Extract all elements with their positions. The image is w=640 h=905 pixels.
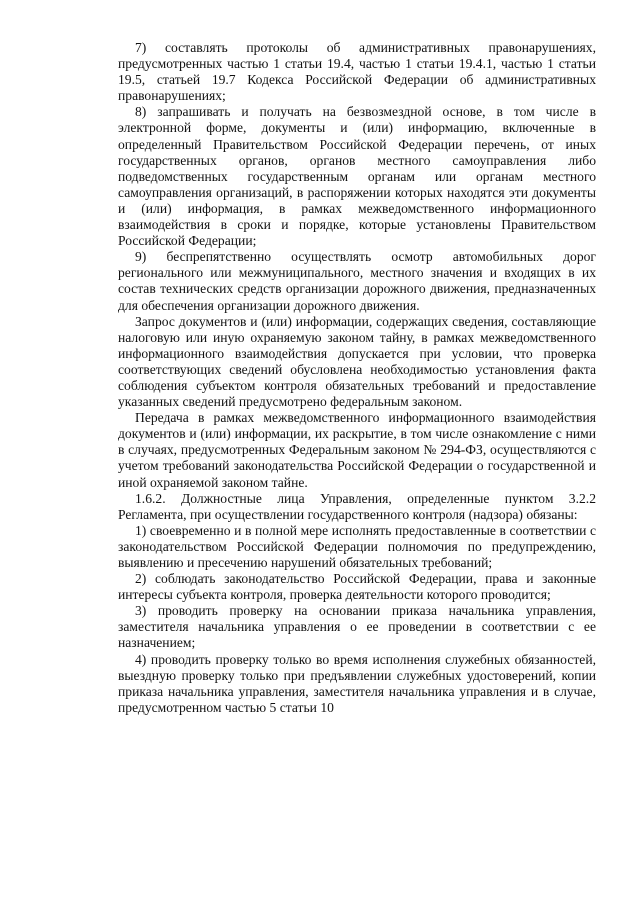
paragraph-item-8: 8) запрашивать и получать на безвозмездной основе, в том числе в электронной форме, документы и (или) информацию, включенные в определенный Правительством Российской Федерации перечень, от иных государственных органов, органов местного самоуправления либо подведомственных государственным органам или органам местного самоуправления организаций, в распоряжении которых находятся эти документы и (или) информация, в рамках межведомственного информационного взаимодействия в сроки и порядке, которые установлены Правительством Российской Федерации; <box>118 104 596 249</box>
paragraph-duty-4: 4) проводить проверку только во время исполнения служебных обязанностей, выездную проверку только при предъявлении служебных удостоверений, копии приказа начальника управления, заместителя начальника управления и в случае, предусмотренном частью 5 статьи 10 <box>118 651 596 715</box>
paragraph-transfer-documents: Передача в рамках межведомственного информационного взаимодействия документов и (или) информации, их раскрытие, в том числе ознакомление с ними в случаях, предусмотренных Федеральным законом № 294-ФЗ, осуществляются с учетом требований законодательства Российской Федерации о государственной и иной охраняемой законом тайне. <box>118 410 596 490</box>
paragraph-item-7: 7) составлять протоколы об административных правонарушениях, предусмотренных частью 1 статьи 19.4, частью 1 статьи 19.4.1, частью 1 статьи 19.5, статьей 19.7 Кодекса Российской Федерации об административных правонарушениях; <box>118 40 596 104</box>
paragraph-duty-1: 1) своевременно и в полной мере исполнять предоставленные в соответствии с законодательством Российской Федерации полномочия по предупреждению, выявлению и пресечению нарушений обязательных требований; <box>118 522 596 570</box>
paragraph-duty-2: 2) соблюдать законодательство Российской Федерации, права и законные интересы субъекта контроля, проверка деятельности которого проводится; <box>118 571 596 603</box>
paragraph-duty-3: 3) проводить проверку на основании приказа начальника управления, заместителя начальника управления о ее проведении в соответствии с ее назначением; <box>118 603 596 651</box>
paragraph-request-documents: Запрос документов и (или) информации, содержащих сведения, составляющие налоговую или иную охраняемую законом тайну, в рамках межведомственного информационного взаимодействия допускается при условии, что проверка соответствующих сведений обусловлена необходимостью установления факта соблюдения субъектом контроля обязательных требований и предоставление указанных сведений предусмотрено федеральным законом. <box>118 313 596 410</box>
paragraph-section-1-6-2: 1.6.2. Должностные лица Управления, определенные пунктом 3.2.2 Регламента, при осуществлении государственного контроля (надзора) обязаны: <box>118 490 596 522</box>
paragraph-item-9: 9) беспрепятственно осуществлять осмотр автомобильных дорог регионального или межмуниципального, местного значения и входящих в их состав технических средств организации дорожного движения, предназначенных для обеспечения организации дорожного движения. <box>118 249 596 313</box>
